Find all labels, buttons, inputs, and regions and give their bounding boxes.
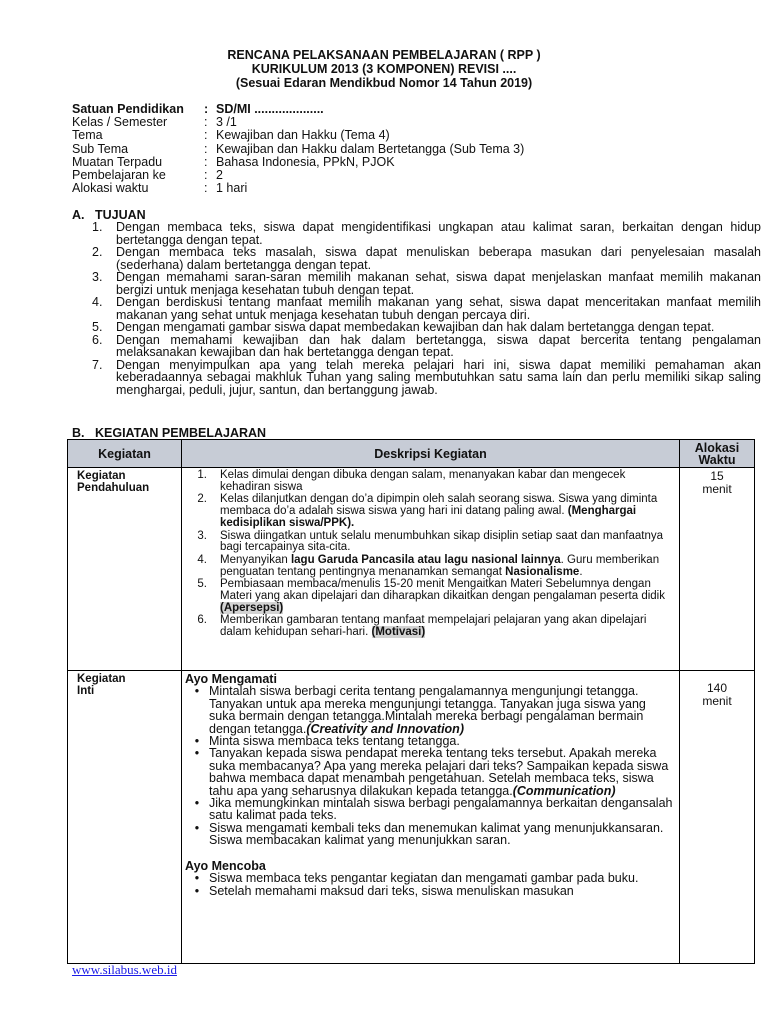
identity-value: 1 hari <box>216 181 248 196</box>
subheading-ayo-mengamati: Ayo Mengamati <box>185 672 277 686</box>
bullet-icon: • <box>194 796 200 811</box>
item-number: 2. <box>92 245 103 259</box>
table-header-row <box>68 440 755 468</box>
item-number: 3. <box>92 270 103 284</box>
text-segment: lagu Garuda Pancasila atau lagu nasional lainnya <box>290 553 561 566</box>
item-text: Dengan memahami saran-saran memilih makanan sehat, siswa dapat menjelaskan manfaat memilih makanan bergizi untuk menjaga kesehatan tubuh dengan tepat. <box>116 270 761 297</box>
list-item <box>185 685 673 735</box>
item-number: 4. <box>197 553 207 566</box>
bullet-icon: • <box>194 734 200 749</box>
item-text <box>220 470 675 493</box>
identity-label: Muatan Terpadu <box>72 154 163 169</box>
item-text <box>209 822 673 847</box>
kegiatan-table <box>67 439 755 964</box>
list-item <box>92 334 761 359</box>
kegiatan-name-cell: Kegiatan Inti <box>68 671 182 964</box>
identity-colon: : <box>204 168 208 183</box>
header-deskripsi: Deskripsi Kegiatan <box>182 440 680 468</box>
item-text: Dengan mengamati gambar siswa dapat membedakan kewajiban dan hak dalam bertetangga dengan tepat. <box>116 320 715 334</box>
text-segment: Pembiasaan membaca/menulis 15-20 menit Mengaitkan Materi Sebelumnya dengan Materi yang akan dipelajari dan diharapkan dikaitkan dengan pengalaman peserta didik <box>220 578 665 603</box>
identity-label: Satuan Pendidikan <box>72 102 184 116</box>
bullet-icon: • <box>194 684 200 699</box>
identity-label: Kelas / Semester <box>72 115 168 130</box>
deskripsi-inti-cell <box>182 671 680 964</box>
identity-colon: : <box>204 128 208 143</box>
identity-value: Kewajiban dan Hakku (Tema 4) <box>216 128 390 143</box>
header-alokasi: Alokasi Waktu <box>680 440 755 468</box>
identity-label: Tema <box>72 128 103 143</box>
doc-title-line-1: RENCANA PELAKSANAAN PEMBELAJARAN ( RPP ) <box>227 48 541 62</box>
item-text <box>220 555 675 578</box>
text-segment: Siswa membaca teks pengantar kegiatan dan mengamati gambar pada buku. <box>209 871 639 886</box>
mencoba-list <box>185 872 673 897</box>
item-number: 3. <box>197 529 207 542</box>
kegiatan-name-cell: Kegiatan Pendahuluan <box>68 468 182 671</box>
identity-row <box>72 143 524 156</box>
text-segment: (Motivasi) <box>371 626 426 639</box>
mengamati-list <box>185 685 673 846</box>
pendahuluan-list <box>182 468 679 643</box>
identity-colon: : <box>204 115 208 130</box>
item-text <box>209 747 673 797</box>
table-row <box>68 468 755 671</box>
item-text: Dengan menyimpulkan apa yang telah mereka pelajari hari ini, siswa dapat memiliki pemahaman akan keberadaannya sebagai makhluk Tuhan yang saling membutuhkan satu sama lain dan perlu memiliki sikap saling menghargai, peduli, jujur, santun, dan bertanggung jawab. <box>116 357 761 397</box>
text-segment: Jika memungkinkan mintalah siswa berbagi pengalamannya berkaitan dengansalah satu kalimat pada teks. <box>209 796 673 823</box>
header-kegiatan: Kegiatan <box>68 440 182 468</box>
bullet-icon: • <box>194 883 200 898</box>
identity-label: Pembelajaran ke <box>72 168 166 183</box>
bullet-icon: • <box>194 871 200 886</box>
text-segment: Mintalah siswa berbagi cerita tentang pengalamannya mengunjungi tetangga. Tanyakan untuk apa mereka mengunjungi tetangga. Tanyakan juga siswa yang suka bermain dengan tetangga.Mintalah mereka berbagi pengalaman bermain dengan tetangga. <box>209 684 646 736</box>
item-text: Dengan membaca teks masalah, siswa dapat menuliskan beberapa masukan dari penyelesaian masalah (sederhana) dalam bertetangga dengan tepat. <box>116 245 761 272</box>
list-item <box>194 555 675 578</box>
text-segment: . <box>579 565 583 578</box>
item-text <box>209 685 673 735</box>
identity-value: 2 <box>216 168 223 183</box>
text-segment: Minta siswa membaca teks tentang tetangga. <box>209 734 460 749</box>
list-item <box>194 531 675 554</box>
identity-label: Sub Tema <box>72 141 129 156</box>
list-item <box>194 615 675 638</box>
text-segment: Tanyakan kepada siswa pendapat mereka tentang teks tersebut. Apakah mereka suka membacanya? Apa yang mereka pelajari dari teks? Sampaikan kepada siswa bahwa membaca dapat menambah pengetahuan. Setelah membaca teks, siswa tahu apa yang seharusnya dilakukan kepada tetangga. <box>209 746 669 798</box>
list-item <box>194 494 675 529</box>
table-row <box>68 671 755 964</box>
text-segment: (Creativity and Innovation) <box>306 721 464 736</box>
section-a-heading: A. TUJUAN <box>72 208 146 222</box>
list-item <box>92 271 761 296</box>
item-text: Dengan membaca teks, siswa dapat mengidentifikasi ungkapan atau kalimat saran, berkaitan dengan hidup bertetangga dengan tepat. <box>116 220 761 247</box>
item-number: 7. <box>92 357 103 372</box>
list-item <box>92 296 761 321</box>
list-item <box>92 221 761 246</box>
item-text <box>220 531 675 554</box>
text-segment: Memberikan gambaran tentang manfaat mempelajari pelajaran yang akan dipelajari dalam kehidupan sehari-hari. <box>220 614 647 639</box>
identity-colon: : <box>204 181 208 196</box>
item-text <box>220 494 675 529</box>
identity-row <box>72 182 524 195</box>
item-text <box>209 885 673 897</box>
tujuan-list <box>92 221 761 396</box>
list-item <box>92 246 761 271</box>
section-b-heading: B. KEGIATAN PEMBELAJARAN <box>72 426 267 440</box>
bullet-icon: • <box>194 820 200 835</box>
item-text <box>220 615 675 638</box>
alokasi-cell: 15 menit <box>680 468 755 671</box>
doc-title-line-3: (Sesuai Edaran Mendikbud Nomor 14 Tahun 2019) <box>235 76 533 90</box>
identity-colon: : <box>204 154 208 169</box>
text-segment: (Apersepsi) <box>220 601 284 614</box>
item-number: 1. <box>92 220 103 234</box>
list-item <box>92 321 761 334</box>
item-number: 5. <box>92 320 103 334</box>
list-item <box>194 470 675 493</box>
item-number: 4. <box>92 295 103 309</box>
text-segment: Setelah memahami maksud dari teks, siswa menuliskan masukan <box>209 883 574 898</box>
text-segment: Menyanyikan <box>220 553 291 566</box>
item-number: 6. <box>92 332 103 347</box>
text-segment: . Guru memberikan penguatan tentang pentingnya menanamkan semangat <box>220 553 660 578</box>
bullet-icon: • <box>194 746 200 761</box>
alokasi-cell: 140 menit <box>680 671 755 964</box>
identity-value: Kewajiban dan Hakku dalam Bertetangga (Sub Tema 3) <box>216 141 525 156</box>
text-segment: (Communication) <box>512 783 616 798</box>
item-text <box>220 579 675 614</box>
text-segment: Nasionalisme <box>505 565 580 578</box>
item-number: 5. <box>197 578 207 591</box>
item-number: 6. <box>197 614 207 627</box>
identity-block <box>72 103 524 195</box>
text-segment: Siswa diingatkan untuk selalu menumbuhkan sikap disiplin setiap saat dan manfaatnya bagi tercapainya sita-cita. <box>220 529 664 554</box>
item-number: 1. <box>197 469 207 481</box>
identity-colon: : <box>204 141 208 156</box>
identity-value: 3 /1 <box>216 115 237 130</box>
footer-website-link[interactable]: www.silabus.web.id <box>72 962 177 977</box>
identity-value: SD/MI .................... <box>216 102 324 116</box>
identity-colon: : <box>204 102 209 116</box>
text-segment: (Menghargai kedisiplikan siswa/PPK). <box>220 505 637 529</box>
list-item <box>185 885 673 897</box>
identity-row <box>72 129 524 142</box>
identity-label: Alokasi waktu <box>72 181 149 196</box>
doc-title-line-2: KURIKULUM 2013 (3 KOMPONEN) REVISI .... <box>251 62 517 76</box>
identity-value: Bahasa Indonesia, PPkN, PJOK <box>216 154 395 169</box>
list-item <box>185 747 673 797</box>
subheading-ayo-mencoba: Ayo Mencoba <box>185 858 266 873</box>
item-text: Dengan memahami kewajiban dan hak dalam bertetangga, siswa dapat bercerita tentang pengalaman melaksanakan kewajiban dan hak bertetangga dengan tepat. <box>116 332 761 359</box>
list-item <box>185 822 673 847</box>
item-text <box>209 797 673 822</box>
list-item <box>92 359 761 397</box>
text-segment: Siswa mengamati kembali teks dan menemukan kalimat yang menunjukkansaran. Siswa membacakan kalimat yang menunjukkan saran. <box>209 820 664 848</box>
deskripsi-pendahuluan-cell <box>182 468 680 671</box>
text-segment: Kelas dimulai dengan dibuka dengan salam, menanyakan kabar dan mengecek kehadiran siswa <box>220 469 626 493</box>
item-number: 2. <box>197 493 207 506</box>
list-item <box>194 579 675 614</box>
text-segment: Kelas dilanjutkan dengan do’a dipimpin oleh salah seorang siswa. Siswa yang diminta membaca do’a adalah siswa siswa yang hari ini datang paling awal. <box>220 493 658 518</box>
item-text: Dengan berdiskusi tentang manfaat memilih makanan yang sehat, siswa dapat menceritakan manfaat memilih makanan yang sehat untuk menjaga kesehatan tubuh dengan percaya diri. <box>116 295 761 322</box>
list-item <box>185 797 673 822</box>
